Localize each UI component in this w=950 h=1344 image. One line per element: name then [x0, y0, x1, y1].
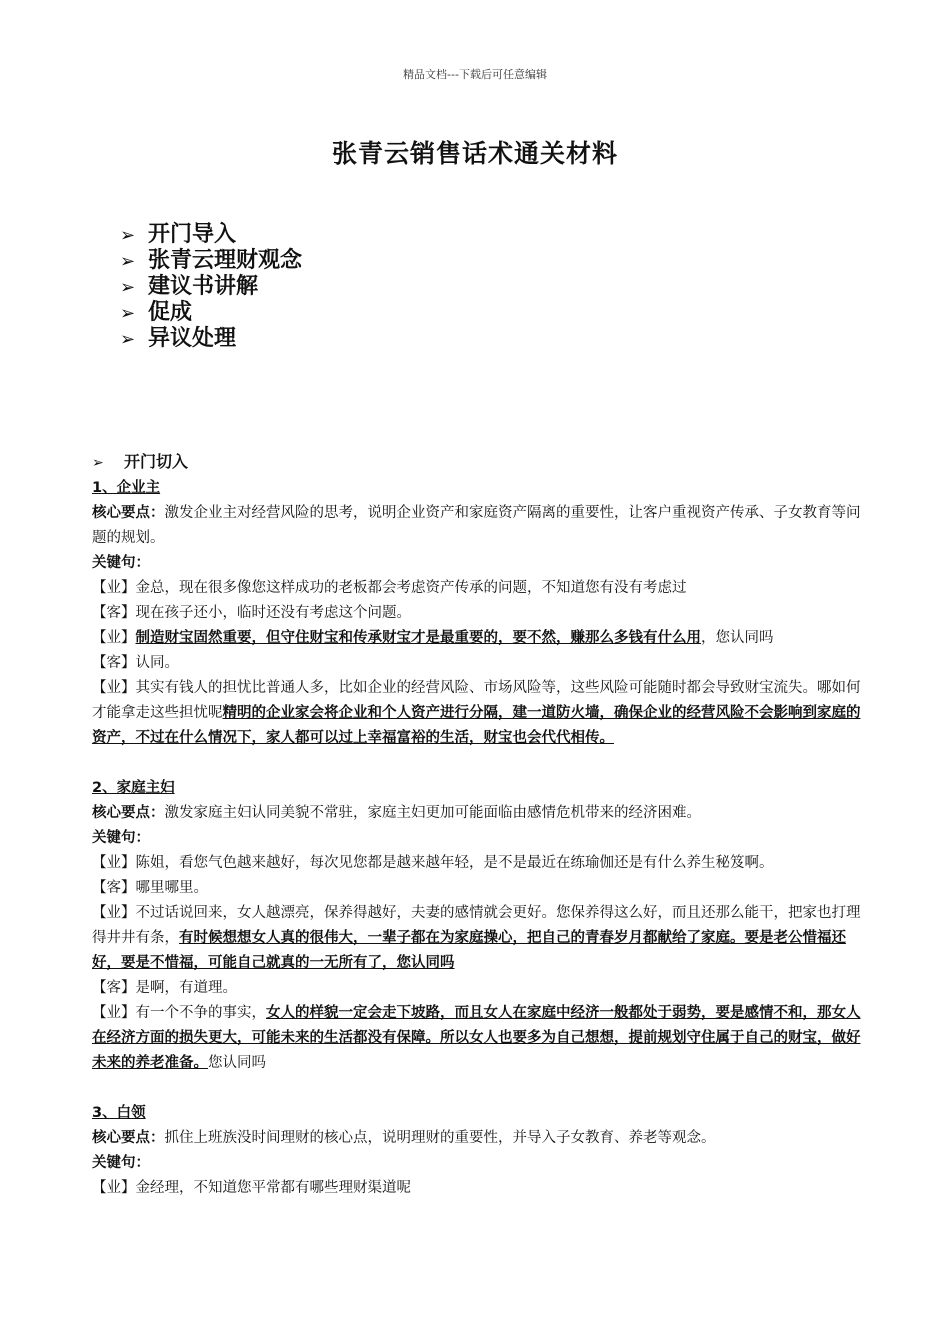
toc-item: ➢ 开门导入 [120, 222, 237, 247]
arrow-bullet-icon: ➢ [120, 277, 136, 298]
page-title: 张青云销售话术通关材料 [331, 139, 618, 168]
dialog-line: 【业】其实有钱人的担忧比普通人多，比如企业的经营风险、市场风险等，这些风险可能随时都会导致财宝流失。哪如何才能拿走这些担忧呢精明的企业家会将企业和个人资产进行分隔，建一道防火墙，确保企业的经营风险不会影响到家庭的资产，不过在什么情况下，家人都可以过上幸福富裕的生活，财宝也会代代相传。 [92, 680, 861, 746]
page-header: 精品文档---下载后可任意编辑 [403, 68, 547, 81]
arrow-bullet-icon: ➢ [120, 251, 136, 272]
toc-item: ➢ 异议处理 [120, 326, 237, 351]
core-point: 核心要点：抓住上班族没时间理财的核心点，说明理财的重要性，并导入子女教育、养老等观念。 [92, 1130, 716, 1146]
key-label: 关键句： [92, 555, 150, 571]
toc-list [120, 222, 302, 352]
arrow-bullet-icon: ➢ [120, 303, 136, 324]
dialog-line: 【业】金经理，不知道您平常都有哪些理财渠道呢 [92, 1180, 411, 1196]
toc-item: ➢ 建议书讲解 [120, 274, 259, 299]
dialog-line: 【业】金总，现在很多像您这样成功的老板都会考虑资产传承的问题，不知道您有没有考虑过 [92, 580, 687, 596]
key-label: 关键句： [92, 1155, 150, 1171]
toc-item: ➢ 促成 [120, 300, 193, 325]
subsection-heading: 1、企业主 [92, 480, 161, 496]
arrow-bullet-icon: ➢ [120, 225, 136, 246]
dialog-line: 【业】不过话说回来，女人越漂亮，保养得越好，夫妻的感情就会更好。您保养得这么好，而且还那么能干，把家也打理得井井有条，有时候想想女人真的很伟大，一辈子都在为家庭操心，把自己的青春岁月都献给了家庭。要是老公惜福还好，要是不惜福，可能自己就真的一无所有了，您认同吗 [92, 905, 861, 971]
core-point: 核心要点：激发企业主对经营风险的思考，说明企业资产和家庭资产隔离的重要性，让客户重视资产传承、子女教育等问题的规划。 [92, 505, 861, 546]
dialog-line: 【客】认同。 [92, 655, 179, 671]
dialog-line: 【客】哪里哪里。 [92, 880, 208, 896]
dialog-line: 【业】有一个不争的事实，女人的样貌一定会走下坡路，而且女人在家庭中经济一般都处于弱势，要是感情不和，那女人在经济方面的损失更大，可能未来的生活都没有保障。所以女人也要多为自己想想，提前规划守住属于自己的财宝，做好未来的养老准备。您认同吗 [92, 1005, 861, 1071]
arrow-bullet-icon: ➢ [92, 455, 104, 471]
section-heading: ➢ 开门切入 [92, 449, 862, 476]
dialog-line: 【客】是啊，有道理。 [92, 980, 237, 996]
core-point: 核心要点：激发家庭主妇认同美貌不常驻，家庭主妇更加可能面临由感情危机带来的经济困难。 [92, 805, 701, 821]
arrow-bullet-icon: ➢ [120, 329, 136, 350]
key-label: 关键句： [92, 830, 150, 846]
toc-item: ➢ 张青云理财观念 [120, 248, 303, 273]
dialog-line: 【客】现在孩子还小，临时还没有考虑这个问题。 [92, 605, 411, 621]
document-body [92, 449, 862, 1201]
subsection-heading: 3、白领 [92, 1105, 146, 1121]
subsection-heading: 2、家庭主妇 [92, 780, 175, 796]
dialog-line: 【业】制造财宝固然重要，但守住财宝和传承财宝才是最重要的，要不然，赚那么多钱有什么用，您认同吗 [92, 630, 774, 646]
dialog-line: 【业】陈姐，看您气色越来越好，每次见您都是越来越年轻，是不是最近在练瑜伽还是有什么养生秘笈啊。 [92, 855, 774, 871]
